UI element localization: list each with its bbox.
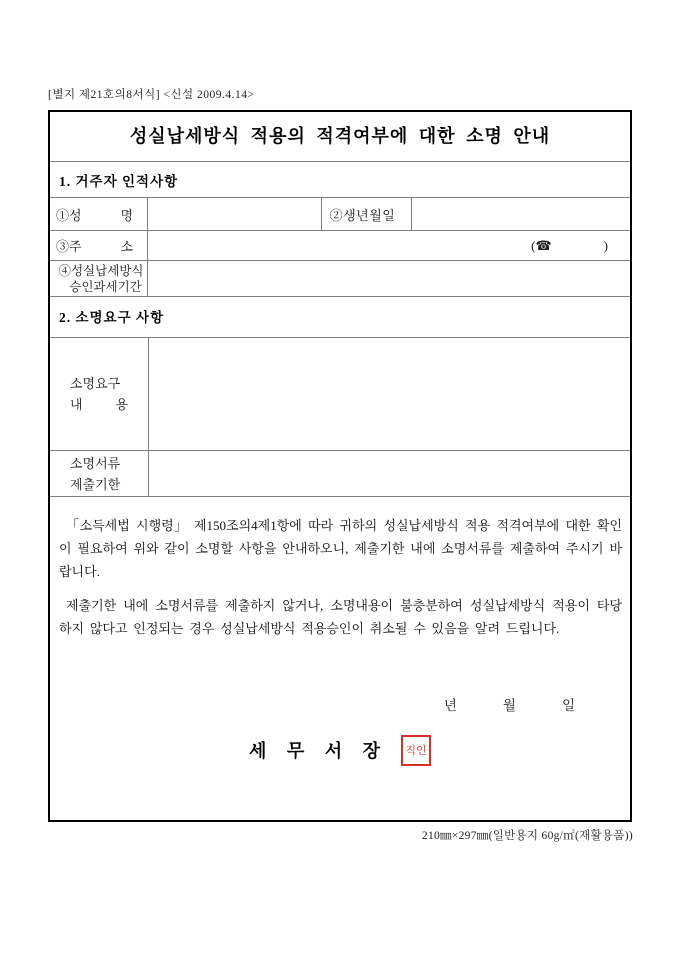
request-content-label-cell [50,338,149,451]
request-content-input-cell[interactable] [149,338,630,451]
address-label-end: 소 [120,239,133,254]
approval-period-label-line1: ④성실납세방식 [58,263,144,278]
birthdate-label: ②생년월일 [329,207,396,223]
approval-period-label-cell [50,261,148,296]
phone-field[interactable] [531,238,630,254]
paper-spec-footer: 210㎜×297㎜(일반용지 60g/㎡(재활용품)) [421,830,633,842]
birthdate-label-cell [322,198,412,231]
address-label [50,236,147,255]
form-title: 성실납세방식 적용의 적격여부에 대한 소명 안내 [50,112,630,162]
tax-office-head-title: 세 무 서 장 [248,741,389,761]
deadline-label-cell [50,451,149,496]
form-reference: [별지 제21호의8서식] <신설 2009.4.14> [48,89,255,101]
approval-period-label-line2: 승인과세기간 [69,279,142,294]
request-details-table [50,337,630,497]
notice-body [59,514,622,651]
name-label-start: ①성 [56,207,82,223]
approval-period-input-cell[interactable] [148,261,630,296]
notice-paragraph-2: 제출기한 내에 소명서류를 제출하지 않거나, 소명내용이 불충분하여 성실납세방식 적용이 타당하지 않다고 인정되는 경우 성실납세방식 적용승인이 취소될 수 있음을 알려 드립니다. [59,598,622,636]
request-content-label [70,373,128,415]
seal-label: 직인 [405,745,427,757]
name-label-cell [50,198,148,231]
phone-open-paren: ( [531,237,536,253]
phone-close-paren: ) [603,237,608,253]
phone-icon: ☎ [535,237,552,253]
section1-heading: 1. 거주자 인적사항 [59,174,179,189]
deadline-label [70,453,128,495]
request-content-label-line2 [70,394,128,415]
date-day-label: 일 [561,698,575,713]
date-line [444,694,575,714]
notice-paragraph-1: 「소득세법 시행령」 제150조의4제1항에 따라 귀하의 성실납세방식 적용 적격여부에 대한 확인이 필요하여 위와 같이 소명할 사항을 안내하오니, 제출기한 내에 소명서류를 제출하여 주시기 바랍니다. [59,518,622,579]
date-month-label: 월 [502,698,516,713]
deadline-label-line1: 소명서류 [70,455,121,471]
request-content-label-line2-start: 내 [70,397,83,412]
request-content-label-line2-end: 용 [115,397,128,412]
name-input-cell[interactable] [148,198,322,231]
date-year-label: 년 [443,698,457,713]
address-label-cell [50,231,148,261]
name-label-end: 명 [120,207,133,223]
address-input-cell[interactable] [148,231,630,261]
birthdate-input-cell[interactable] [412,198,630,231]
address-label-start: ③주 [56,239,82,254]
deadline-input-cell[interactable] [149,451,630,496]
deadline-label-line2: 제출기한 [70,476,121,492]
request-content-label-line1: 소명요구 [70,376,121,391]
form-border [48,110,632,822]
signature-block [50,732,630,768]
name-label [50,205,147,224]
official-seal-box [401,735,431,766]
section2-heading: 2. 소명요구 사항 [59,310,165,325]
personal-info-table [50,197,630,297]
